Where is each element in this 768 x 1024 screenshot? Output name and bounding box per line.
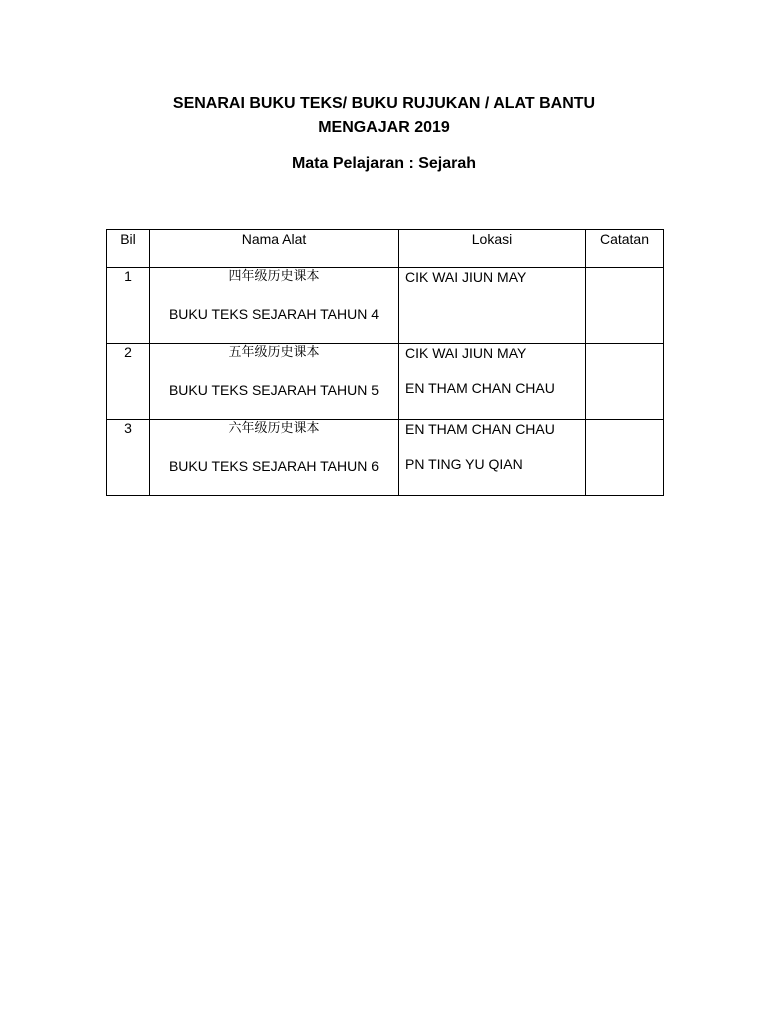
cell-lokasi — [399, 344, 586, 420]
lokasi-name-1: CIK WAI JIUN MAY — [405, 345, 527, 361]
header-catatan: Catatan — [586, 230, 664, 268]
table-row — [107, 268, 664, 344]
nama-alat-malay: BUKU TEKS SEJARAH TAHUN 4 — [168, 306, 380, 322]
document-title — [106, 92, 662, 140]
lokasi-name-2: PN TING YU QIAN — [405, 456, 523, 472]
nama-alat-chinese: 五年级历史课本 — [228, 345, 320, 360]
subject-subtitle: Mata Pelajaran : Sejarah — [291, 155, 477, 172]
table-header-row — [107, 230, 664, 268]
cell-lokasi — [399, 268, 586, 344]
table-row — [107, 420, 664, 496]
nama-alat-malay: BUKU TEKS SEJARAH TAHUN 5 — [168, 382, 380, 398]
nama-alat-chinese: 六年级历史课本 — [228, 421, 320, 436]
header-bil: Bil — [107, 230, 150, 268]
title-line-2: MENGAJAR 2019 — [318, 119, 450, 136]
cell-catatan — [586, 268, 664, 344]
header-nama-alat: Nama Alat — [150, 230, 399, 268]
cell-bil: 1 — [107, 268, 150, 344]
cell-bil: 3 — [107, 420, 150, 496]
lokasi-name-1: CIK WAI JIUN MAY — [405, 269, 527, 285]
cell-lokasi — [399, 420, 586, 496]
cell-bil: 2 — [107, 344, 150, 420]
cell-nama-alat — [150, 268, 399, 344]
title-line-1: SENARAI BUKU TEKS/ BUKU RUJUKAN / ALAT BANTU — [172, 95, 596, 112]
lokasi-name-1: EN THAM CHAN CHAU — [405, 421, 555, 437]
cell-catatan — [586, 344, 664, 420]
cell-catatan — [586, 420, 664, 496]
nama-alat-chinese: 四年级历史课本 — [228, 269, 320, 284]
nama-alat-malay: BUKU TEKS SEJARAH TAHUN 6 — [168, 458, 380, 474]
cell-nama-alat — [150, 344, 399, 420]
header-lokasi: Lokasi — [399, 230, 586, 268]
cell-nama-alat — [150, 420, 399, 496]
table-row — [107, 344, 664, 420]
equipment-table — [106, 229, 664, 496]
lokasi-name-2: EN THAM CHAN CHAU — [405, 380, 555, 396]
